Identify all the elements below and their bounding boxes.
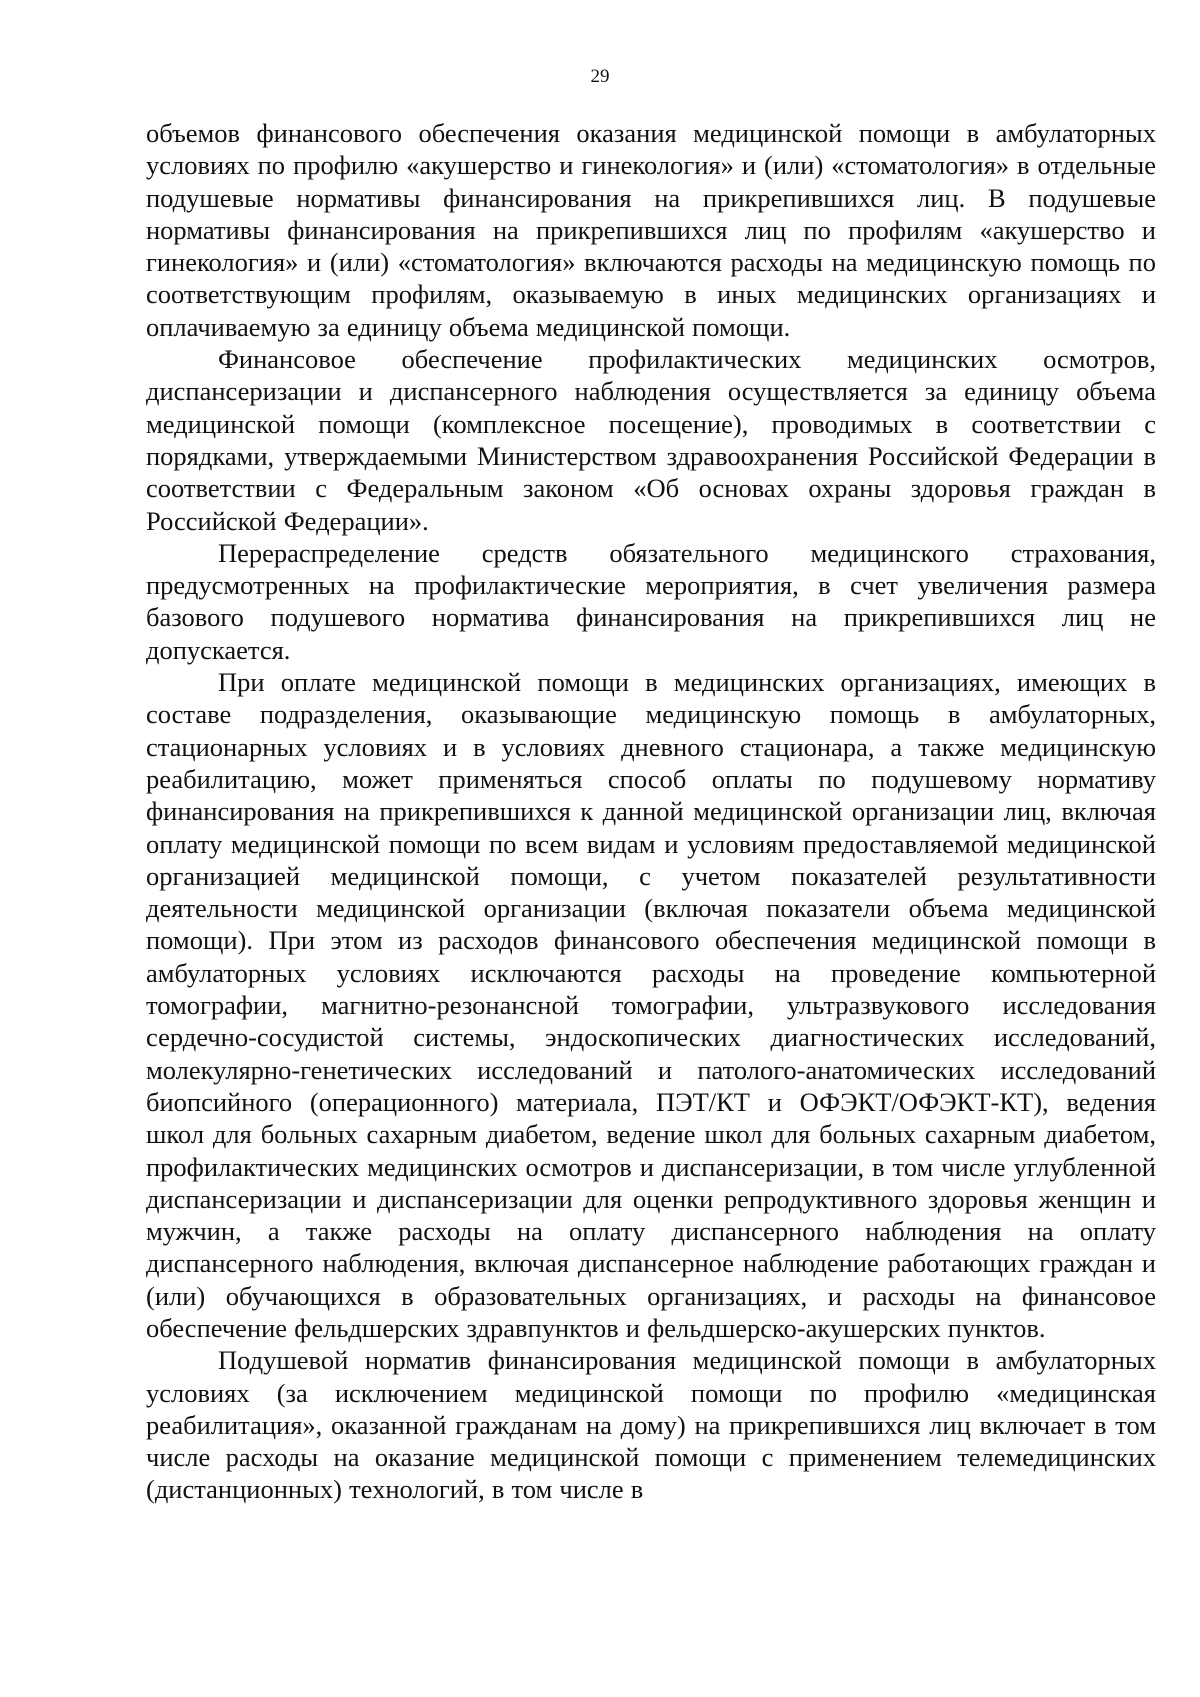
paragraph: При оплате медицинской помощи в медицинских организациях, имеющих в составе подразделения, оказывающие медицинскую помощь в амбулаторных, стационарных условиях и в условиях дневного стационара, а также медицинскую реабилитацию, может применяться способ оплаты по подушевому нормативу финансирования на прикрепившихся к данной медицинской организации лиц, включая оплату медицинской помощи по всем видам и условиям предоставляемой медицинской организацией медицинской помощи, с учетом показателей результативности деятельности медицинской организации (включая показатели объема медицинской помощи). При этом из расходов финансового обеспечения медицинской помощи в амбулаторных условиях исключаются расходы на проведение компьютерной томографии, магнитно-резонансной томографии, ультразвукового исследования сердечно-сосудистой системы, эндоскопических диагностических исследований, молекулярно-генетических исследований и патолого-анатомических исследований биопсийного (операционного) материала, ПЭТ/КТ и ОФЭКТ/ОФЭКТ-КТ), ведения школ для больных сахарным диабетом, ведение школ для больных сахарным диабетом, профилактических медицинских осмотров и диспансеризации, в том числе углубленной диспансеризации и диспансеризации для оценки репродуктивного здоровья женщин и мужчин, а также расходы на оплату диспансерного наблюдения на оплату диспансерного наблюдения, включая диспансерное наблюдение работающих граждан и (или) обучающихся в образовательных организациях, и расходы на финансовое обеспечение фельдшерских здравпунктов и фельдшерско-акушерских пунктов. (146, 667, 1156, 1343)
paragraph: Подушевой норматив финансирования медицинской помощи в амбулаторных условиях (за исключением медицинской помощи по профилю «медицинская реабилитация», оказанной гражданам на дому) на прикрепившихся лиц включает в том числе расходы на оказание медицинской помощи с применением телемедицинских (дистанционных) технологий, в том числе в (146, 1345, 1156, 1505)
page-number: 29 (590, 66, 610, 87)
paragraph: Перераспределение средств обязательного медицинского страхования, предусмотренных на профилактические мероприятия, в счет увеличения размера базового подушевого норматива финансирования на прикрепившихся лиц не допускается. (146, 537, 1156, 665)
paragraph: Финансовое обеспечение профилактических медицинских осмотров, диспансеризации и диспансерного наблюдения осуществляется за единицу объема медицинской помощи (комплексное посещение), проводимых в соответствии с порядками, утверждаемыми Министерством здравоохранения Российской Федерации в соответствии с Федеральным законом «Об основах охраны здоровья граждан в Российской Федерации». (146, 344, 1156, 536)
paragraph-continuation: объемов финансового обеспечения оказания медицинской помощи в амбулаторных условиях по профилю «акушерство и гинекология» и (или) «стоматология» в отдельные подушевые нормативы финансирования на прикрепившихся лиц. В подушевые нормативы финансирования на прикрепившихся лиц по профилям «акушерство и гинекология» и (или) «стоматология» включаются расходы на медицинскую помощь по соответствующим профилям, оказываемую в иных медицинских организациях и оплачиваемую за единицу объема медицинской помощи. (146, 118, 1156, 342)
document-body (146, 117, 1156, 1506)
